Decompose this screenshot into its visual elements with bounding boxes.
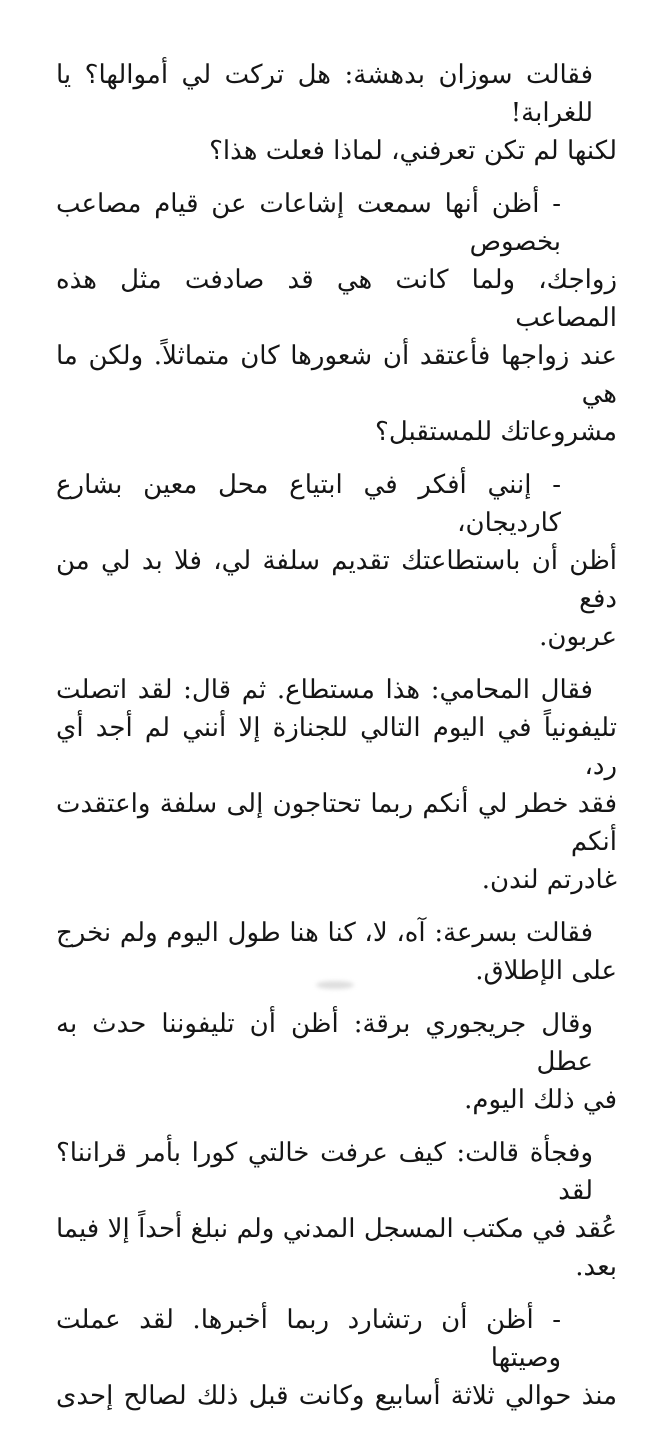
paragraph [56,1301,617,1415]
text-line: فقال المحامي: هذا مستطاع. ثم قال: لقد اتصلت [56,675,593,705]
page-number-smudge [316,981,354,989]
text-line: زواجك، ولما كانت هي قد صادفت مثل هذه المصاعب [56,265,617,333]
text-line: في ذلك اليوم. [464,1085,617,1115]
page-text [56,56,617,1430]
text-line: وفجأة قالت: كيف عرفت خالتي كورا بأمر قراننا؟ لقد [56,1138,593,1206]
paragraph [56,1005,617,1119]
text-line: منذ حوالي ثلاثة أسابيع وكانت قبل ذلك لصالح إحدى [56,1381,617,1411]
text-line: عربون. [539,622,617,652]
text-line: على الإطلاق. [475,956,617,986]
paragraph [56,1134,617,1286]
text-line: فقد خطر لي أنكم ربما تحتاجون إلى سلفة واعتقدت أنكم [56,789,617,857]
paragraph [56,914,617,990]
text-line: عند زواجها فأعتقد أن شعورها كان متماثلاً. ولكن ما هي [56,341,617,409]
paragraph [56,466,617,656]
text-line: أظن أن باستطاعتك تقديم سلفة لي، فلا بد لي من دفع [56,546,617,614]
text-line: - أظن أن رتشارد ربما أخبرها. لقد عملت وصيتها [56,1305,561,1373]
text-line: فقالت بسرعة: آه، لا، كنا هنا طول اليوم ولم نخرج [56,918,593,948]
text-line: تليفونياً في اليوم التالي للجنازة إلا أنني لم أجد أي رد، [56,713,617,781]
paragraph [56,671,617,899]
text-line: - أظن أنها سمعت إشاعات عن قيام مصاعب بخصوص [56,189,561,257]
text-line: عُقد في مكتب المسجل المدني ولم نبلغ أحداً إلا فيما بعد. [56,1214,617,1282]
text-line: - إنني أفكر في ابتياع محل معين بشارع كارديجان، [56,470,561,538]
paragraph [56,56,617,170]
text-line: فقالت سوزان بدهشة: هل تركت لي أموالها؟ يا للغرابة! [56,60,593,128]
text-line: غادرتم لندن. [481,865,617,895]
text-line: مشروعاتك للمستقبل؟ [375,417,617,447]
text-line: لكنها لم تكن تعرفني، لماذا فعلت هذا؟ [209,136,617,166]
text-line: وقال جريجوري برقة: أظن أن تليفوننا حدث به عطل [56,1009,593,1077]
paragraph [56,185,617,451]
